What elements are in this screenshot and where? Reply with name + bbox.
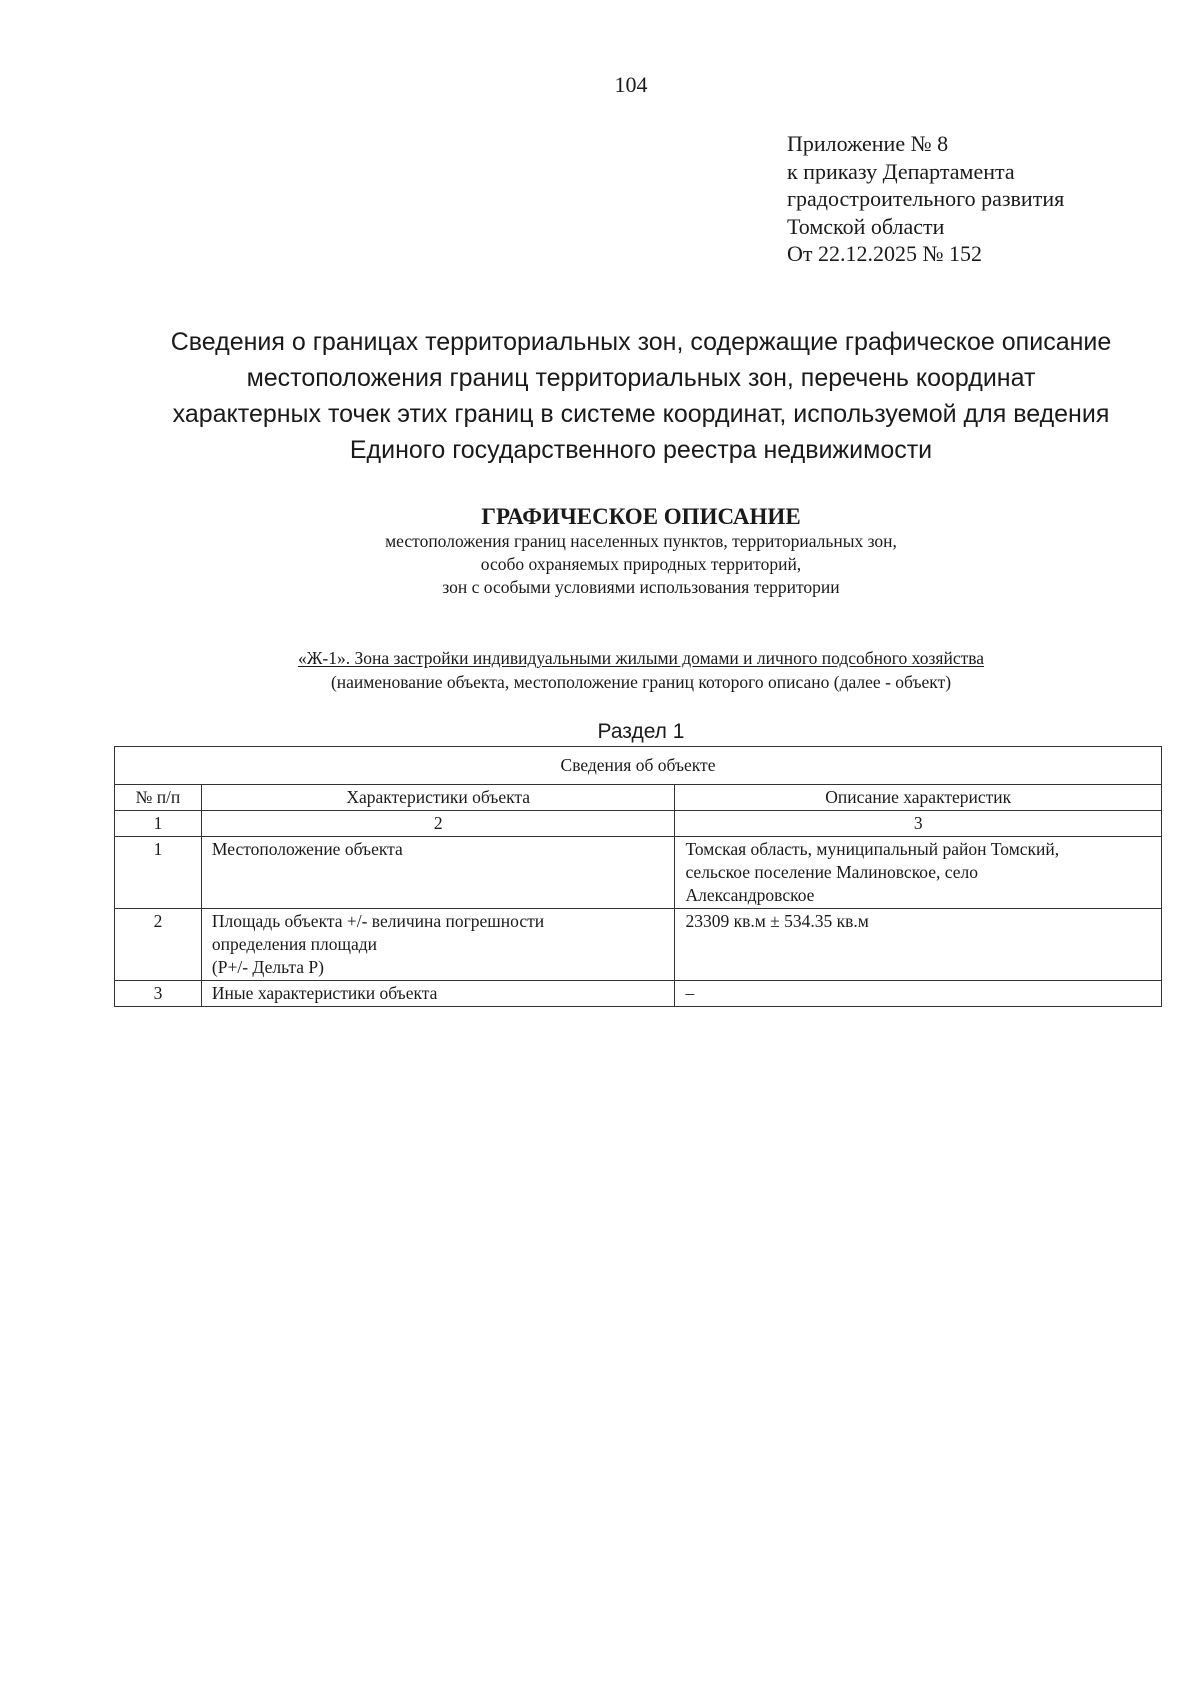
table-cell-description [675,837,1162,909]
cell-line: Местоположение объекта [211,839,403,859]
section-heading: ГРАФИЧЕСКОЕ ОПИСАНИЕ [481,504,801,529]
table-caption: Сведения об объекте [115,747,1162,785]
page-number: 104 [614,72,648,97]
table-cell-description [675,909,1162,981]
table-caption-row [115,747,1162,785]
section-title: Раздел 1 [597,720,685,743]
table-row [115,837,1162,909]
cell-line: определения площади [211,934,378,954]
subheading-line: местоположения границ населенных пунктов, территориальных зон, [385,531,897,551]
table-cell-num: 3 [115,981,202,1007]
document-title-line: Сведения о границах территориальных зон, содержащие графическое описание [170,328,1112,356]
appendix-line: Приложение № 8 [787,131,949,156]
table-cell-characteristic [201,837,675,909]
appendix-block [787,130,1064,268]
appendix-line: градостроительного развития [787,186,1065,211]
cell-line: Александровское [685,885,815,905]
document-title-line: местоположения границ территориальных зон, перечень координат [246,364,1036,392]
table-header-row [115,785,1162,811]
document-title [140,324,1142,468]
cell-line: 23309 кв.м ± 534.35 кв.м [685,911,869,931]
cell-line: – [685,983,695,1003]
table-cell-num: 2 [115,909,202,981]
table-cell-characteristic [201,909,675,981]
document-title-line: Единого государственного реестра недвижимости [349,436,933,464]
object-info-table [114,746,1162,1007]
cell-line: Томская область, муниципальный район Томский, [685,839,1060,859]
object-caption: (наименование объекта, местоположение границ которого описано (далее - объект) [330,672,952,692]
cell-line: сельское поселение Малиновское, село [685,862,979,882]
appendix-line: к приказу Департамента [787,158,1015,184]
table-column-number: 1 [115,811,202,837]
appendix-line: Томской области [787,213,945,239]
table-column-number: 2 [201,811,675,837]
table-column-number: 3 [675,811,1162,837]
table-column-numbers-row [115,811,1162,837]
table-cell-characteristic [201,981,675,1007]
table-cell-num: 1 [115,837,202,909]
table-row [115,909,1162,981]
object-name [100,648,1182,669]
document-title-line: характерных точек этих границ в системе координат, используемой для ведения [172,400,1110,428]
object-name-text: «Ж-1». Зона застройки индивидуальными жилыми домами и личного подсобного хозяйства [297,648,985,668]
subheading-line: зон с особыми условиями использования территории [442,577,840,597]
subheading-line: особо охраняемых природных территорий, [480,554,802,574]
section-subheading [100,530,1182,599]
cell-line: Площадь объекта +/- величина погрешности [211,911,545,931]
table-header-cell: № п/п [115,785,202,811]
table-row [115,981,1162,1007]
appendix-line: От 22.12.2025 № 152 [787,241,982,266]
table-header-cell: Описание характеристик [675,785,1162,811]
cell-line: (P+/- Дельта P) [211,957,324,977]
table-header-cell: Характеристики объекта [201,785,675,811]
cell-line: Иные характеристики объекта [211,983,438,1003]
table-cell-description [675,981,1162,1007]
